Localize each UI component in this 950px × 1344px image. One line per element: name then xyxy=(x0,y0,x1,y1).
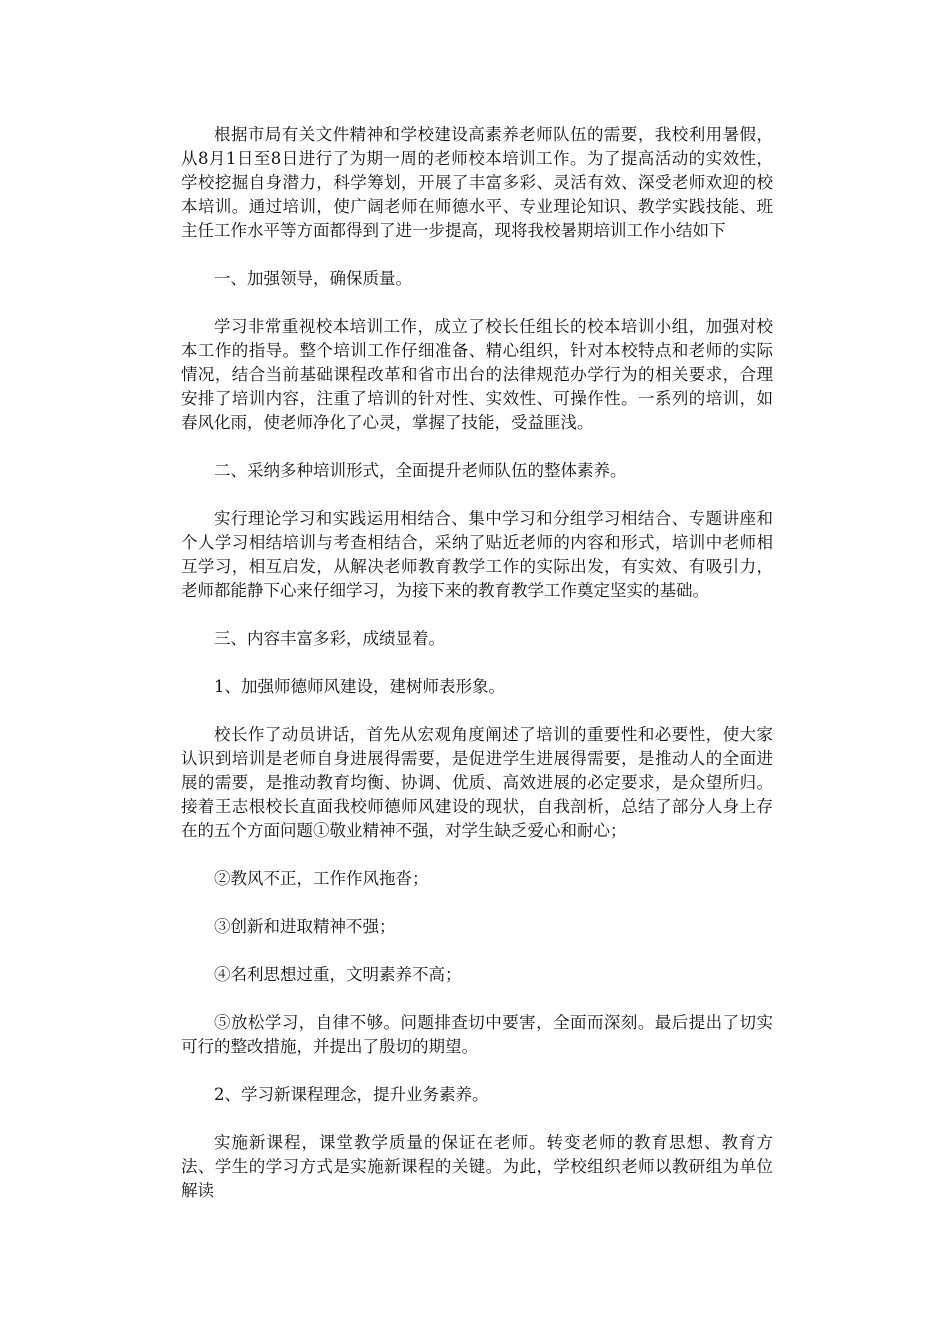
subsection-heading-2: 2、学习新课程理念，提升业务素养。 xyxy=(214,1085,489,1104)
subsection-2-paragraph: 实施新课程，课堂教学质量的保证在老师。转变老师的教育思想、教育方法、学生的学习方式是实施新课程的关键。为此，学校组织老师以教研组为单位解读 xyxy=(181,1133,773,1200)
problem-item-5: ⑤放松学习，自律不够。问题排查切中要害，全面而深刻。最后提出了切实可行的整改措施，并提出了殷切的期望。 xyxy=(181,1013,773,1056)
section-2-paragraph: 实行理论学习和实践运用相结合、集中学习和分组学习相结合、专题讲座和个人学习相结培训与考查相结合，采纳了贴近老师的内容和形式，培训中老师相互学习，相互启发，从解决老师教育教学工作的实际出发，有实效、有吸引力，老师都能静下心来仔细学习，为接下来的教育教学工作奠定坚实的基础。 xyxy=(181,509,773,600)
section-heading-3: 三、内容丰富多彩，成绩显着。 xyxy=(214,629,445,648)
subsection-1-paragraph: 校长作了动员讲话，首先从宏观角度阐述了培训的重要性和必要性，使大家认识到培训是老师自身进展得需要，是促进学生进展得需要，是推动人的全面进展的需要，是推动教育均衡、协调、优质、高效进展的必定要求，是众望所归。接着王志根校长直面我校师德师风建设的现状，自我剖析，总结了部分人身上存在的五个方面问题①敬业精神不强，对学生缺乏爱心和耐心； xyxy=(181,725,773,840)
problem-item-2: ②教风不正，工作作风拖沓； xyxy=(214,869,429,888)
section-heading-2: 二、采纳多种培训形式，全面提升老师队伍的整体素养。 xyxy=(214,461,627,480)
problem-item-4: ④名利思想过重，文明素养不高； xyxy=(214,965,462,984)
subsection-heading-1: 1、加强师德师风建设，建树师表形象。 xyxy=(214,677,505,696)
section-1-paragraph: 学习非常重视校本培训工作，成立了校长任组长的校本培训小组，加强对校本工作的指导。整个培训工作仔细准备、精心组织，针对本校特点和老师的实际情况，结合当前基础课程改革和省市出台的法律规范办学行为的相关要求，合理安排了培训内容，注重了培训的针对性、实效性、可操作性。一系列的培训，如春风化雨，使老师净化了心灵，掌握了技能，受益匪浅。 xyxy=(181,317,773,432)
section-heading-1: 一、加强领导，确保质量。 xyxy=(214,269,412,288)
intro-paragraph: 根据市局有关文件精神和学校建设高素养老师队伍的需要，我校利用暑假，从8月1日至8日进行了为期一周的老师校本培训工作。为了提高活动的实效性，学校挖掘自身潜力，科学筹划，开展了丰富多彩、灵活有效、深受老师欢迎的校本培训。通过培训，使广阔老师在师德水平、专业理论知识、教学实践技能、班主任工作水平等方面都得到了进一步提高，现将我校暑期培训工作小结如下 xyxy=(181,125,773,240)
document-body xyxy=(181,123,773,1227)
problem-item-3: ③创新和进取精神不强； xyxy=(214,917,396,936)
